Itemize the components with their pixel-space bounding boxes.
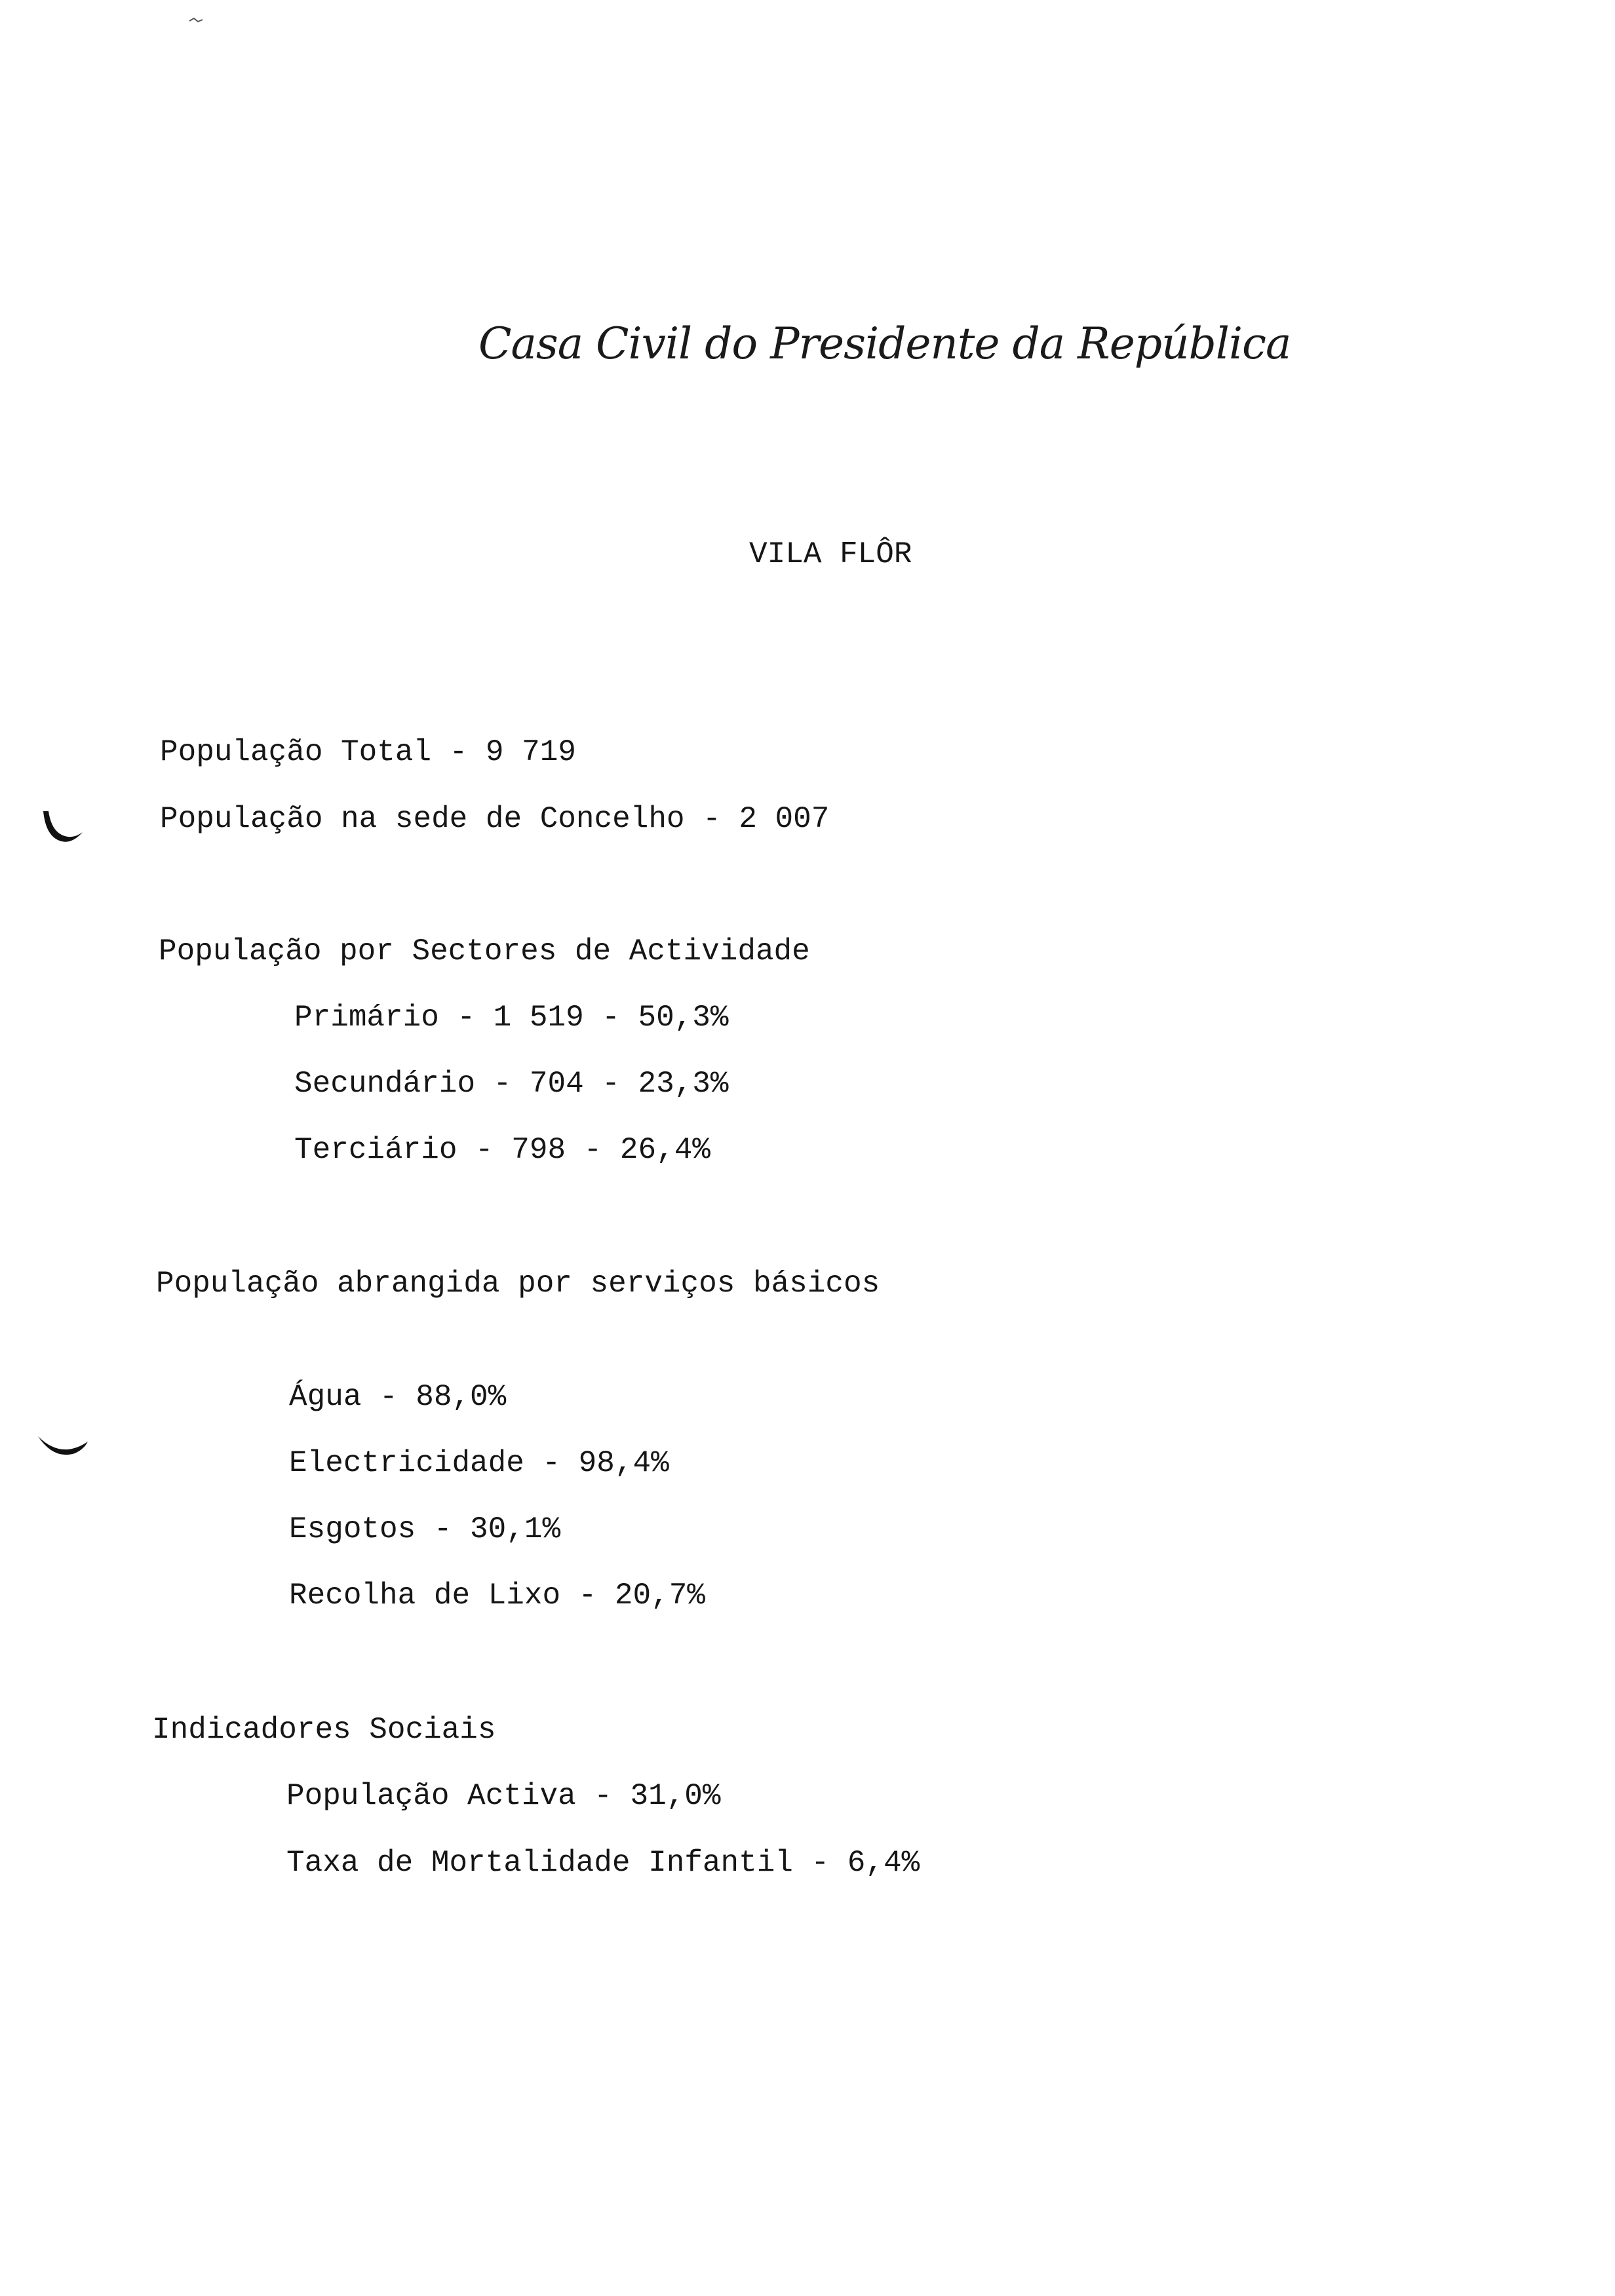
sector-primary: Primário - 1 519 - 50,3% (294, 1001, 729, 1035)
sector-secondary: Secundário - 704 - 23,3% (294, 1067, 729, 1101)
population-seat: População na sede de Concelho - 2 007 (160, 802, 830, 836)
services-heading: População abrangida por serviços básicos (156, 1267, 880, 1301)
service-electricity: Electricidade - 98,4% (289, 1446, 669, 1480)
social-heading: Indicadores Sociais (152, 1713, 496, 1747)
page-title: VILA FLÔR (749, 537, 912, 571)
service-waste: Recolha de Lixo - 20,7% (289, 1578, 705, 1613)
service-sewage: Esgotos - 30,1% (289, 1512, 561, 1546)
punch-hole-mark (39, 809, 87, 848)
stray-mark (189, 16, 203, 24)
punch-hole-mark (35, 1428, 90, 1465)
letterhead: Casa Civil do Presidente da República (478, 318, 1291, 369)
population-total: População Total - 9 719 (160, 735, 576, 769)
sectors-heading: População por Sectores de Actividade (159, 934, 810, 968)
sector-tertiary: Terciário - 798 - 26,4% (294, 1133, 710, 1167)
social-active-population: População Activa - 31,0% (286, 1779, 721, 1813)
service-water: Água - 88,0% (289, 1380, 507, 1414)
social-infant-mortality: Taxa de Mortalidade Infantil - 6,4% (286, 1846, 920, 1880)
